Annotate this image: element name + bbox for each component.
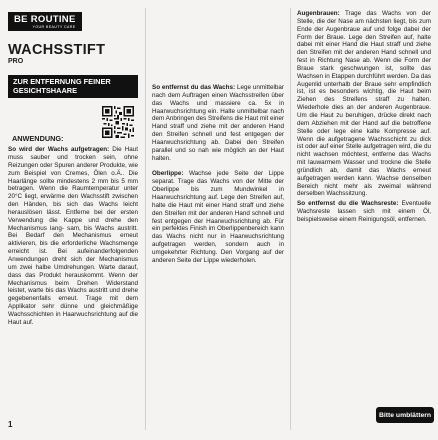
section-remove-text: Lege unmittelbar nach dem Auftragen einen Wachsstreifen über das Wachs und massiere ca. 5x in Haarwuchsrichtung ein. Halte unmittelbar nach dem Anbringen des Streifens die Haut mit einer Hand straff und ziehe mit der anderen Hand den Streifen schnell und fest entgegen der Haarwuchsrichtung ab. Dabei den Streifen parallel und so nah wie möglich an der Haut halten. xyxy=(152,84,284,162)
column-divider-1 xyxy=(145,8,146,430)
usage-heading: ANWENDUNG: xyxy=(12,134,64,144)
column-divider-2 xyxy=(290,8,291,430)
section-residue xyxy=(297,200,431,224)
section-residue-heading: So entfernst du die Wachsreste: xyxy=(297,200,399,208)
section-residue-text: Eventuelle Wachsreste lassen sich mit einem Öl, beispielsweise einem Reinigungsöl, entfernen. xyxy=(297,200,431,223)
section-remove xyxy=(152,84,284,162)
product-subtitle: PRO xyxy=(8,58,24,65)
column-2 xyxy=(152,18,284,265)
section-lip-text: Wachse jede Seite der Lippe separat. Trage das Wachs von der Mitte der Oberlippe bis zum Mundwinkel in Haarwuchsrichtung auf. Lege den Streifen auf, halte die Haut mit einer Hand straff und ziehe den Streifen mit der anderen Hand schnell und fest entgegen der Haarwuchsrichtung ab. Für ein perfektes Finish im Oberlippenbereich kann das Wachs nicht nur in Haarwuchsrichtung aufgetragen werden, sondern auch in umgekehrter Richtung. Den Vorgang auf der anderen Seite der Lippe wiederholen. xyxy=(152,170,285,264)
usage-header-row xyxy=(8,106,138,146)
section-apply xyxy=(8,146,138,326)
section-lip-heading: Oberlippe: xyxy=(152,170,184,178)
column-1 xyxy=(8,10,138,327)
section-apply-text: Die Haut muss sauber und trocken sein, ohne Reizungen oder Spuren anderer Produkte, wie zum Beispiel von Cremes, Ölen o.Ä.. Die Haarlänge sollte mindestens 2 mm bis 5 mm betragen. Wenn die Raumtemperatur unter 20°C liegt, erwärme den Wachsstift zwischen den Händen, bis sich das Wachs leicht herauslösen lässt. Entferne bei der ersten Verwendung die Kappe und drehe den Mechanismus lang- sam, bis Wachs austritt. Bei Bedarf den Mechanismus erneut aktivieren, bis die erforderliche Wachsmenge erreicht ist. Bei aufeinanderfolgenden Anwendungen dreht sich der Mechanismus um zwei halbe Umdrehungen. Warte darauf, dass das Produkt herauskommt. Wenn der Mechanismus beim Drehen Widerstand leistet, warte bis das Wachs austritt und drehe gegebenenfalls erneut. Trage mit dem Applikator sehr dünne und gleichmäßige Wachsschichten in Haarwuchsrichtung auf die Haut auf. xyxy=(8,146,139,326)
purpose-banner-line-2: GESICHTSHAARE xyxy=(13,85,78,95)
purpose-banner xyxy=(8,75,138,98)
please-turn-over-button[interactable]: Bitte umblättern xyxy=(376,407,434,423)
section-lip xyxy=(152,170,284,264)
section-brows-heading: Augenbrauen: xyxy=(297,10,340,17)
section-brows-text: Trage das Wachs von der Stelle, die der Nase am nächsten liegt, bis zum Ende der Augenbraue auf und folge dabei der Form der Braue. Lege den Streifen auf, halte dabei mit einer Hand die Haut straff und ziehe den Streifen mit der anderen Hand schnell und fest in Richtung Nase ab. Wenn die Form der Braue stark geschwungen ist, sollte das Wachsen in Etappen durchführt werden. Da das Augenlid unterhalb der Braue sehr empfindlich ist, ist es besonders wichtig, die Haut beim Ziehen des Streifens straff zu halten. Wiederhole dies an der anderen Augenbraue. Um die Haut zu beruhigen, drücke direkt nach dem Abziehen mit der Hand auf die betroffene Stelle oder lege eine kalte Kompresse auf. Wenn die aufgetragene Wachsschicht zu dick ist oder auf einer Stelle aufgetragen wird, die du nicht wachsen möchtest, entferne das Wachs mit lauwarmem Wasser und trockne die Stelle gründlich ab, damit das Wachs erneut aufgetragen werden kann. Wachse denselben Bereich nicht mehr als zweimal während derselben Wachssitzung. xyxy=(297,10,431,198)
product-title: WACHSSTIFT xyxy=(8,42,106,58)
section-apply-heading: So wird der Wachs aufgetragen: xyxy=(8,146,110,154)
section-brows xyxy=(297,10,431,198)
brand-name: BE ROUTINE xyxy=(14,14,76,25)
brand-logo xyxy=(8,12,82,31)
purpose-banner-line-1: ZUR ENTFERNUNG FEINER xyxy=(13,77,111,86)
section-remove-heading: So entfernst du das Wachs: xyxy=(152,84,236,91)
column-3 xyxy=(297,10,431,224)
brand-tagline: YOUR BEAUTY CARE xyxy=(32,25,76,29)
page-number: 1 xyxy=(8,420,13,429)
qr-code-icon[interactable] xyxy=(102,106,134,138)
